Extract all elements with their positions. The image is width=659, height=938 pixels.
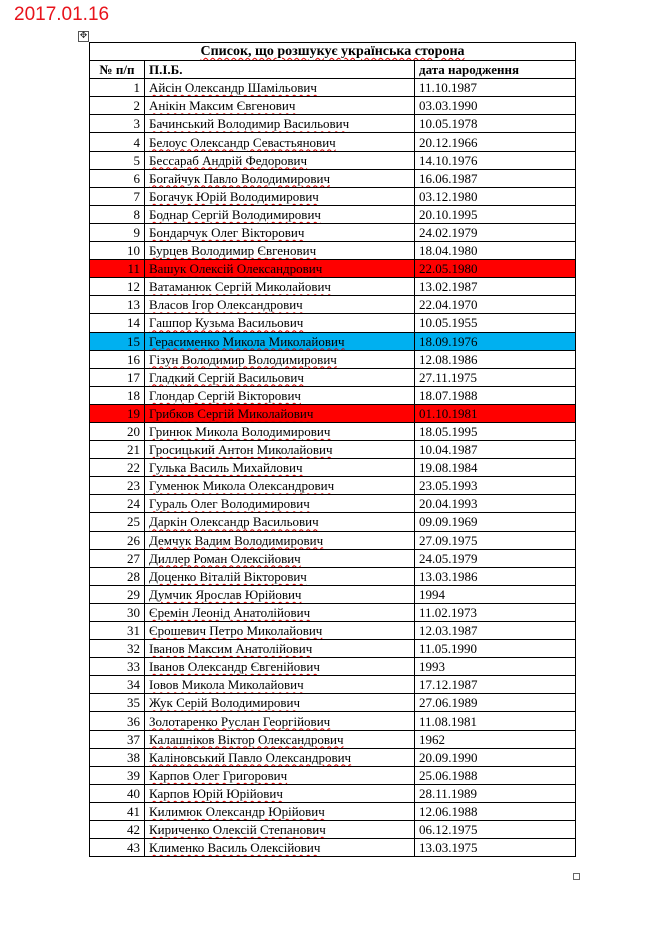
row-number: 3 [90,115,145,133]
table-row [90,332,576,350]
row-full-name [145,260,415,278]
table-row [90,404,576,422]
table-row [90,622,576,640]
table-row [90,459,576,477]
row-birth-date: 10.05.1978 [415,115,576,133]
row-full-name [145,115,415,133]
row-number: 34 [90,676,145,694]
row-full-name [145,567,415,585]
row-birth-date: 12.08.1986 [415,350,576,368]
row-full-name [145,332,415,350]
row-full-name-text: Диллер Роман Олексійович [149,550,301,566]
table-row [90,495,576,513]
row-birth-date: 24.05.1979 [415,549,576,567]
table-row [90,730,576,748]
row-full-name-text: Боднар Сергій Володимирович [149,206,321,222]
header-name: П.І.Б. [145,61,415,79]
row-number: 31 [90,622,145,640]
row-full-name-text: Глондар Сергій Вікторович [149,387,301,403]
row-number: 32 [90,640,145,658]
row-number: 35 [90,694,145,712]
row-full-name-text: Бондарчук Олег Вікторович [149,224,305,240]
row-number: 13 [90,296,145,314]
table-row [90,169,576,187]
row-full-name [145,603,415,621]
row-birth-date: 16.06.1987 [415,169,576,187]
row-birth-date: 12.03.1987 [415,622,576,640]
row-birth-date: 14.10.1976 [415,151,576,169]
table-row [90,151,576,169]
table-row [90,441,576,459]
row-full-name-text: Калашніков Віктор Олександрович [149,731,344,747]
row-full-name [145,151,415,169]
row-number: 37 [90,730,145,748]
row-full-name [145,622,415,640]
row-number: 26 [90,531,145,549]
row-full-name-text: Герасименко Микола Миколайович [149,333,345,349]
row-full-name [145,223,415,241]
table-row [90,676,576,694]
row-full-name [145,531,415,549]
row-full-name [145,441,415,459]
table-body [90,79,576,857]
row-full-name-text: Клименко Василь Олексійович [149,840,321,856]
row-number: 19 [90,404,145,422]
row-full-name-text: Гросицький Антон Миколайович [149,442,333,458]
row-full-name [145,459,415,477]
row-birth-date: 20.12.1966 [415,133,576,151]
row-number: 33 [90,658,145,676]
row-birth-date: 11.02.1973 [415,603,576,621]
row-full-name-text: Богайчук Павло Володимирович [149,170,330,186]
table-row [90,242,576,260]
row-full-name [145,386,415,404]
row-number: 40 [90,784,145,802]
row-full-name [145,802,415,820]
row-full-name [145,658,415,676]
table-row [90,748,576,766]
row-full-name [145,821,415,839]
row-birth-date: 1962 [415,730,576,748]
row-number: 4 [90,133,145,151]
row-birth-date: 19.08.1984 [415,459,576,477]
header-birth-date: дата народження [415,61,576,79]
row-full-name [145,242,415,260]
row-full-name [145,169,415,187]
row-full-name [145,314,415,332]
table-row [90,839,576,857]
row-birth-date: 18.07.1988 [415,386,576,404]
row-full-name-text: Кириченко Олексій Степанович [149,822,326,838]
row-birth-date: 10.05.1955 [415,314,576,332]
row-birth-date: 20.09.1990 [415,748,576,766]
row-full-name-text: Богачук Юрій Володимирович [149,188,319,204]
table-header-row [90,61,576,79]
table-row [90,223,576,241]
table-row [90,766,576,784]
row-birth-date: 27.11.1975 [415,368,576,386]
row-birth-date: 22.05.1980 [415,260,576,278]
row-full-name-text: Анікін Максим Євгенович [149,98,296,114]
row-full-name [145,730,415,748]
row-full-name-text: Власов Ігор Олександрович [149,297,303,313]
row-full-name-text: Гізун Володимир Володимирович [149,351,337,367]
row-birth-date: 18.09.1976 [415,332,576,350]
row-full-name-text: Грибков Сергій Миколайович [149,405,314,421]
row-full-name [145,278,415,296]
row-birth-date: 20.04.1993 [415,495,576,513]
row-full-name-text: Гладкий Сергій Васильович [149,369,304,385]
table-row [90,133,576,151]
row-birth-date: 18.04.1980 [415,242,576,260]
row-full-name-text: Єрошевич Петро Миколайович [149,623,323,639]
table-row [90,694,576,712]
row-full-name [145,404,415,422]
table-move-handle-icon[interactable]: ✥ [79,31,88,41]
table-row [90,802,576,820]
row-full-name-text: Ватаманюк Сергій Миколайович [149,279,331,295]
table-row [90,712,576,730]
table-row [90,603,576,621]
row-full-name-text: Бессараб Андрій Федорович [149,152,308,168]
row-full-name-text: Іванов Олександр Євгенійович [149,659,320,675]
row-full-name-text: Белоус Олександр Севастьянович [149,134,336,150]
row-number: 21 [90,441,145,459]
row-full-name-text: Іванов Максим Анатолійович [149,641,313,657]
row-number: 42 [90,821,145,839]
row-birth-date: 17.12.1987 [415,676,576,694]
table-row [90,296,576,314]
row-full-name-text: Гашпор Кузьма Васильович [149,315,304,331]
row-number: 28 [90,567,145,585]
row-full-name [145,839,415,857]
row-number: 23 [90,477,145,495]
row-number: 12 [90,278,145,296]
row-full-name-text: Гураль Олег Володимирович [149,496,310,512]
table-row [90,97,576,115]
row-full-name-text: Даркін Олександр Васильович [149,514,319,530]
table-row [90,350,576,368]
row-full-name [145,585,415,603]
row-number: 20 [90,422,145,440]
row-full-name-text: Айсін Олександр Шамільович [149,80,317,96]
table-row [90,422,576,440]
row-birth-date: 18.05.1995 [415,422,576,440]
row-full-name [145,748,415,766]
row-birth-date: 22.04.1970 [415,296,576,314]
row-birth-date: 1993 [415,658,576,676]
table-row [90,79,576,97]
table-title-row [90,43,576,61]
row-full-name [145,296,415,314]
row-birth-date: 27.09.1975 [415,531,576,549]
table-row [90,477,576,495]
row-number: 27 [90,549,145,567]
row-birth-date: 13.03.1986 [415,567,576,585]
row-number: 17 [90,368,145,386]
row-birth-date: 11.08.1981 [415,712,576,730]
row-full-name [145,676,415,694]
row-full-name-text: Гуменюк Микола Олександрович [149,478,335,494]
row-number: 41 [90,802,145,820]
table-row [90,640,576,658]
header-number: № п/п [90,61,145,79]
row-number: 10 [90,242,145,260]
row-full-name [145,495,415,513]
row-number: 6 [90,169,145,187]
table-row [90,821,576,839]
row-birth-date: 03.03.1990 [415,97,576,115]
row-birth-date: 13.02.1987 [415,278,576,296]
row-full-name [145,549,415,567]
row-number: 5 [90,151,145,169]
row-full-name [145,350,415,368]
table-row [90,386,576,404]
row-full-name-text: Бурцев Володимир Євгенович [149,243,317,259]
row-birth-date: 24.02.1979 [415,223,576,241]
row-birth-date: 10.04.1987 [415,441,576,459]
row-birth-date: 01.10.1981 [415,404,576,422]
row-full-name [145,513,415,531]
row-full-name-text: Думчик Ярослав Юрійович [149,586,302,602]
row-full-name [145,712,415,730]
row-full-name [145,133,415,151]
row-full-name-text: Золотаренко Руслан Георгійович [149,713,331,729]
row-full-name-text: Каліновський Павло Олександрович [149,749,352,765]
row-number: 9 [90,223,145,241]
row-number: 43 [90,839,145,857]
row-full-name-text: Єремін Леонід Анатолійович [149,604,311,620]
table-row [90,115,576,133]
date-stamp: 2017.01.16 [14,4,110,25]
row-number: 39 [90,766,145,784]
row-full-name-text: Килимюк Олександр Юрійович [149,803,325,819]
row-birth-date: 23.05.1993 [415,477,576,495]
row-number: 15 [90,332,145,350]
row-birth-date: 20.10.1995 [415,205,576,223]
row-full-name-text: Карпов Юрій Юрійович [149,785,283,801]
row-full-name-text: Доценко Віталій Вікторович [149,568,307,584]
row-full-name [145,694,415,712]
row-full-name-text: Вашук Олексій Олександрович [149,261,323,277]
row-full-name [145,640,415,658]
row-birth-date: 11.05.1990 [415,640,576,658]
row-number: 7 [90,187,145,205]
row-number: 29 [90,585,145,603]
row-number: 18 [90,386,145,404]
table-row [90,260,576,278]
row-number: 36 [90,712,145,730]
row-number: 11 [90,260,145,278]
row-birth-date: 06.12.1975 [415,821,576,839]
row-number: 25 [90,513,145,531]
row-full-name [145,187,415,205]
row-full-name [145,205,415,223]
row-full-name [145,79,415,97]
row-full-name [145,784,415,802]
row-number: 16 [90,350,145,368]
row-birth-date: 13.03.1975 [415,839,576,857]
table-title [90,43,576,61]
table-row [90,314,576,332]
row-birth-date: 28.11.1989 [415,784,576,802]
table-row [90,567,576,585]
row-full-name-text: Іовов Микола Миколайович [149,677,304,693]
table-row [90,531,576,549]
row-full-name [145,477,415,495]
table-resize-handle-icon[interactable] [573,873,580,880]
row-full-name-text: Бачинський Володимир Васильович [149,116,350,132]
row-birth-date: 12.06.1988 [415,802,576,820]
table-row [90,278,576,296]
table-row [90,585,576,603]
row-full-name-text: Гринюк Микола Володимирович [149,424,331,440]
row-number: 8 [90,205,145,223]
row-full-name-text: Карпов Олег Григорович [149,767,288,783]
table-row [90,784,576,802]
row-full-name-text: Гулька Василь Михайлович [149,460,303,476]
row-number: 14 [90,314,145,332]
row-number: 2 [90,97,145,115]
row-birth-date: 27.06.1989 [415,694,576,712]
wanted-list-table [89,42,576,857]
row-full-name [145,368,415,386]
row-number: 38 [90,748,145,766]
row-birth-date: 1994 [415,585,576,603]
row-full-name-text: Жук Серій Володимирович [149,695,300,711]
row-birth-date: 09.09.1969 [415,513,576,531]
table-row [90,187,576,205]
row-full-name [145,766,415,784]
table-row [90,513,576,531]
table-row [90,658,576,676]
row-number: 24 [90,495,145,513]
row-number: 30 [90,603,145,621]
table-row [90,549,576,567]
row-full-name [145,422,415,440]
row-full-name [145,97,415,115]
row-birth-date: 25.06.1988 [415,766,576,784]
table-title-text: Список, що розшукує українська сторона [200,44,465,60]
row-birth-date: 03.12.1980 [415,187,576,205]
table-row [90,205,576,223]
row-birth-date: 11.10.1987 [415,79,576,97]
row-number: 22 [90,459,145,477]
row-number: 1 [90,79,145,97]
row-full-name-text: Демчук Вадим Володимирович [149,532,324,548]
table-row [90,368,576,386]
